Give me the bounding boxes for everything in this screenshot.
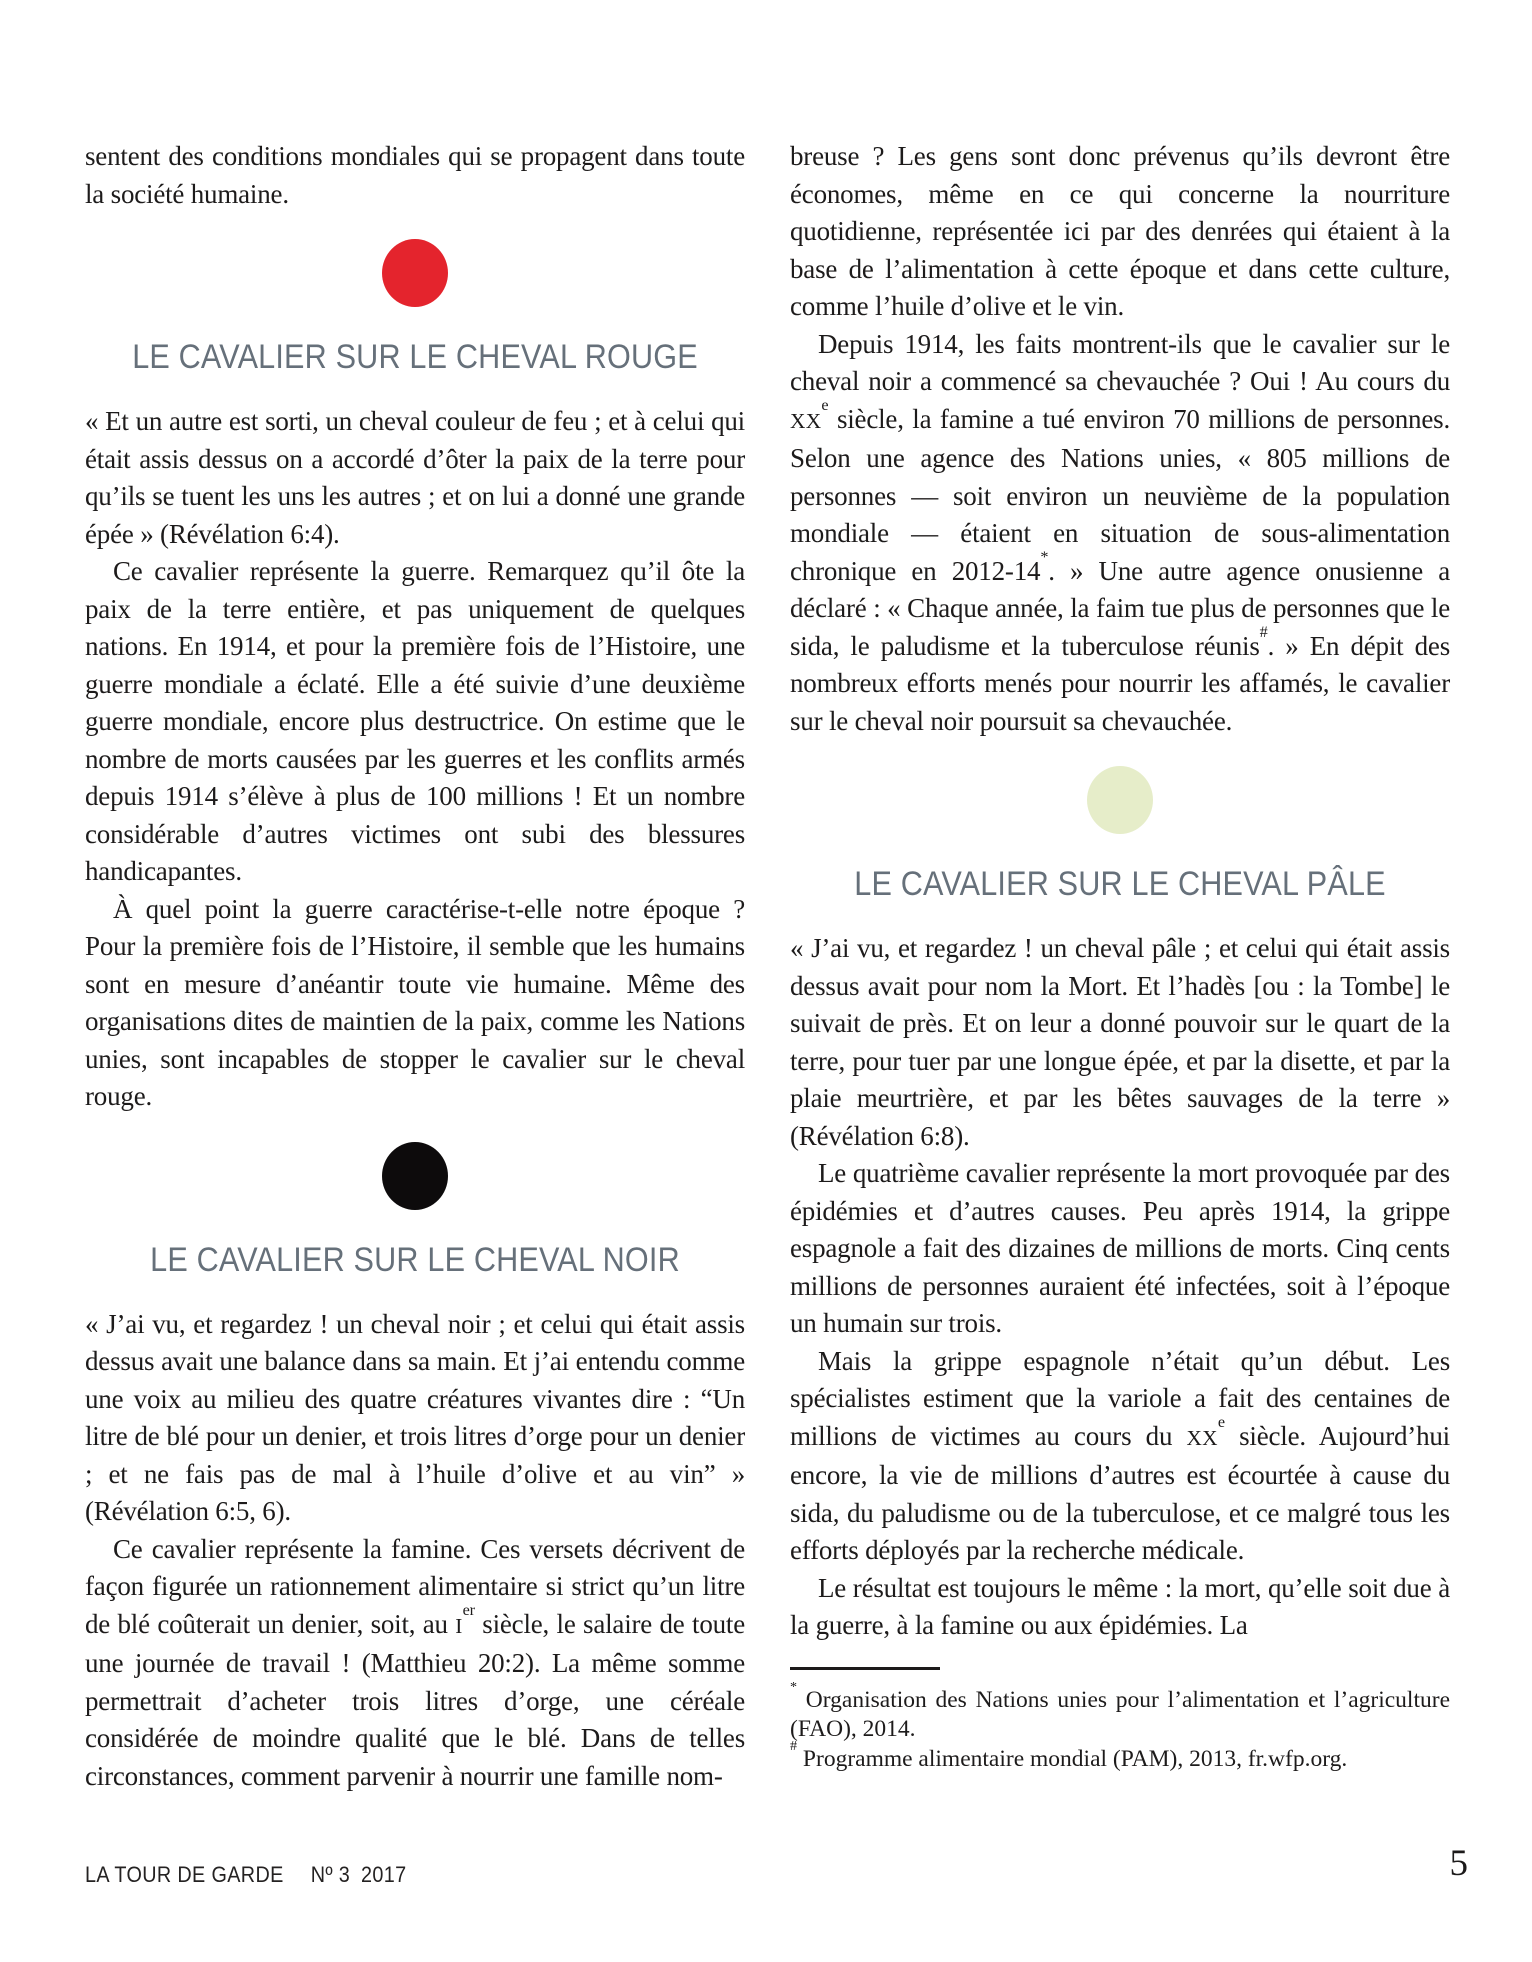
pale-dot-icon (1087, 766, 1153, 834)
paragraph: Ce cavalier représente la guerre. Remarquez qu’il ôte la paix de la terre entière, et pas uniquement de quelques nations. En 1914, et pour la première fois de l’Histoire, une guerre mondiale a éclaté. Elle a été suivie d’une deuxième guerre mondiale, encore plus destructrice. On estime que le nombre de morts causées par les guerres et les conflits armés depuis 1914 s’élève à plus de 100 millions ! Et un nombre considérable d’autres victimes ont subi des blessures handicapantes. (85, 556, 745, 886)
footer-issue-number: Nº 3 (310, 1862, 351, 1887)
footnotes-block (790, 1667, 1450, 1775)
paragraph: Mais la grippe espagnole n’était qu’un début. Les spécialistes estiment que la variole a fait des centaines de millions de victimes au cours du XXe siècle. Aujourd’hui encore, la vie de millions d’autres est écourtée à cause du sida, du paludisme ou de la tuberculose, et ce malgré tous les efforts déployés par la recherche médicale. (790, 1345, 1450, 1565)
footnote-marker: # (790, 1738, 798, 1755)
red-dot-icon (382, 239, 448, 307)
black-dot-icon (382, 1142, 448, 1210)
paragraph: À quel point la guerre caractérise-t-elle notre époque ? Pour la première fois de l’Histoire, il semble que les humains sont en mesure d’anéantir toute vie humaine. Même des organisations dites de maintien de la paix, comme les Nations unies, sont incapables de stopper le cavalier sur le cheval rouge. (85, 893, 745, 1111)
footnote-text: Programme alimentaire mondial (PAM), 2013, fr.wfp.org. (802, 1745, 1348, 1772)
paragraph: Le résultat est toujours le même : la mort, qu’elle soit due à la guerre, à la famine ou aux épidémies. La (790, 1572, 1450, 1640)
section-heading-cheval-noir: LE CAVALIER SUR LE CHEVAL NOIR (150, 1240, 680, 1279)
footnote-marker: * (790, 1679, 798, 1696)
footnote-asterisk (790, 1679, 1450, 1745)
footer-year: 2017 (360, 1862, 407, 1887)
paragraph: « J’ai vu, et regardez ! un cheval pâle ; et celui qui était assis dessus avait pour nom la Mort. Et l’hadès [ou : la Tombe] le suivait de près. Et on leur a donné pouvoir sur le quart de la terre, pour tuer par une longue épée, et par la disette, et par la plaie meurtrière, et par les bêtes sauvages de la terre » (Révélation 6:8). (790, 933, 1450, 1151)
footer-magazine-title: LA TOUR DE GARDE (85, 1862, 284, 1887)
paragraph-continuation: breuse ? Les gens sont donc prévenus qu’ils devront être économes, même en ce qui concerne la nourriture quotidienne, représentée ici par des denrées qui étaient à la base de l’alimentation à cette époque et dans cette culture, comme l’huile d’olive et le vin. (790, 141, 1450, 321)
left-column (85, 138, 745, 1795)
section-heading-cheval-rouge: LE CAVALIER SUR LE CHEVAL ROUGE (132, 338, 698, 376)
section-divider (790, 766, 1450, 834)
paragraph-continuation: sentent des conditions mondiales qui se propagent dans toute la société humaine. (85, 141, 745, 209)
page-footer (85, 1862, 406, 1888)
section-heading-cheval-pale: LE CAVALIER SUR LE CHEVAL PÂLE (854, 865, 1386, 903)
paragraph: « Et un autre est sorti, un cheval couleur de feu ; et à celui qui était assis dessus on a accordé d’ôter la paix de la terre pour qu’ils se tuent les uns les autres ; et on lui a donné une grande épée » (Révélation 6:4). (85, 406, 745, 549)
paragraph: Depuis 1914, les faits montrent-ils que le cavalier sur le cheval noir a commencé sa chevauchée ? Oui ! Au cours du XXe siècle, la famine a tué environ 70 millions de personnes. Selon une agence des Nations unies, « 805 millions de personnes — soit environ un neuvième de la population mondiale — étaient en situation de sous-alimentation chronique en 2012-14*. » Une autre agence onusienne a déclaré : « Chaque année, la faim tue plus de personnes que le sida, le paludisme et la tuberculose réunis#. » En dépit des nombreux efforts menés pour nourrir les affamés, le cavalier sur le cheval noir poursuit sa chevauchée. (790, 328, 1451, 736)
footnote-hash (790, 1738, 1450, 1775)
paragraph: Le quatrième cavalier représente la mort provoquée par des épidémies et d’autres causes. Peu après 1914, la grippe espagnole a fait des dizaines de millions de morts. Cinq cents millions de personnes auraient été infectées, soit à l’époque un humain sur trois. (790, 1158, 1450, 1338)
section-divider (85, 239, 745, 307)
page-number: 5 (1449, 1843, 1468, 1884)
paragraph: « J’ai vu, et regardez ! un cheval noir ; et celui qui était assis dessus avait une balance dans sa main. Et j’ai entendu comme une voix au milieu des quatre créatures vivantes dire : “Un litre de blé pour un denier, et trois litres d’orge pour un denier ; et ne fais pas de mal à l’huile d’olive et au vin” » (Révélation 6:5, 6). (85, 1308, 745, 1526)
footnote-separator (790, 1667, 940, 1670)
text-columns (85, 138, 1450, 1795)
footnote-text: Organisation des Nations unies pour l’alimentation et l’agriculture (FAO), 2014. (790, 1686, 1450, 1742)
section-divider (85, 1142, 745, 1210)
right-column (790, 138, 1450, 1795)
paragraph: Ce cavalier représente la famine. Ces versets décrivent de façon figurée un rationnement alimentaire si strict qu’un litre de blé coûterait un denier, soit, au Ier siècle, le salaire de toute une journée de travail ! (Matthieu 20:2). La même somme permettrait d’acheter trois litres d’orge, une céréale considérée de moindre qualité que le blé. Dans de telles circonstances, comment parvenir à nourrir une famille nom- (85, 1533, 745, 1791)
